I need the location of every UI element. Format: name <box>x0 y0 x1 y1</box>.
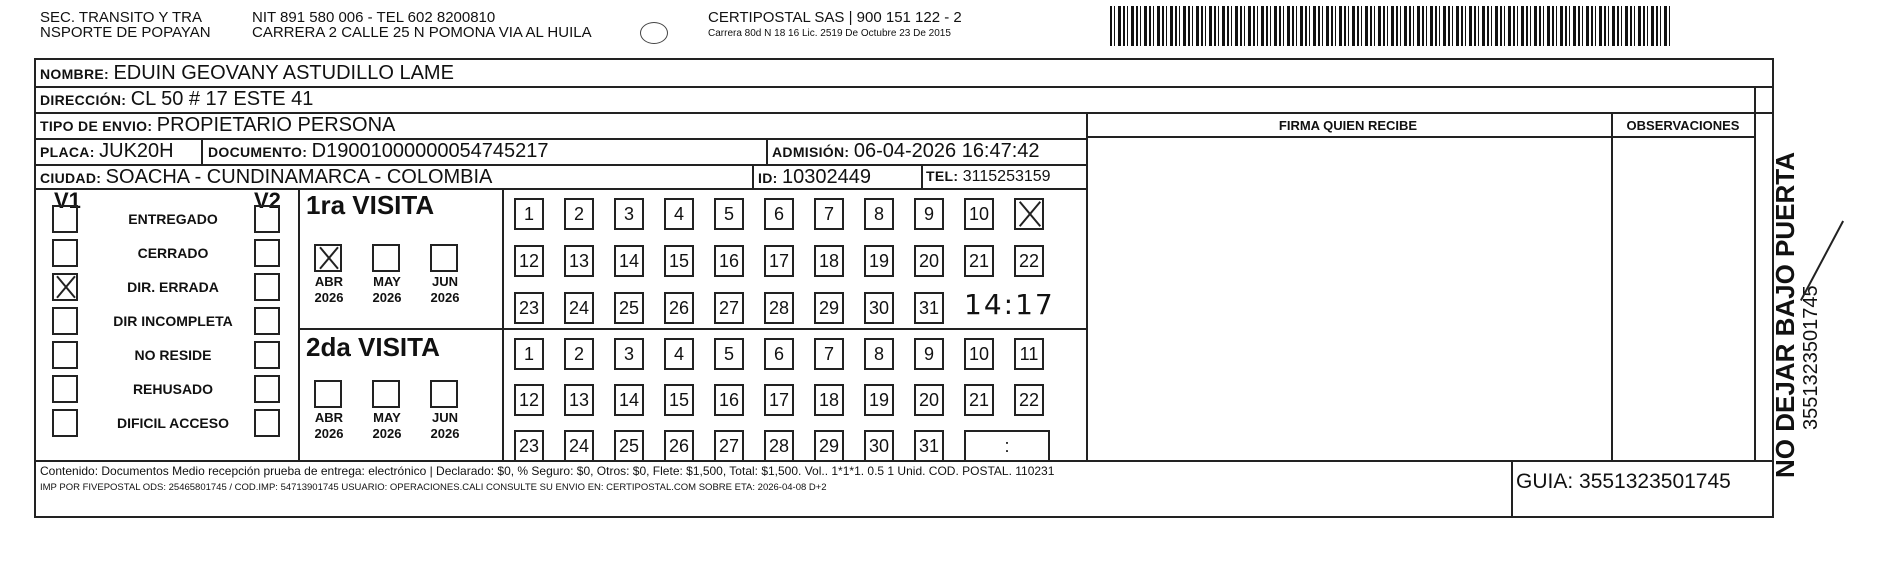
v2-checkbox[interactable] <box>254 375 280 403</box>
day-box[interactable]: 9 <box>914 198 944 230</box>
day-box[interactable]: 22 <box>1014 384 1044 416</box>
day-box[interactable]: 17 <box>764 384 794 416</box>
v1-checkbox[interactable] <box>52 341 78 369</box>
firma-header: FIRMA QUIEN RECIBE <box>1278 118 1418 133</box>
day-box[interactable]: 13 <box>564 384 594 416</box>
v2-label: V2 <box>254 188 281 213</box>
courier-info: CERTIPOSTAL SAS | 900 151 122 - 2 Carrera 80d N 18 16 Lic. 2519 De Octubre 23 De 2015 <box>708 9 962 39</box>
day-box[interactable]: 28 <box>764 430 794 462</box>
tipo-row: TIPO DE ENVIO: PROPIETARIO PERSONA <box>40 114 396 136</box>
direccion-row: DIRECCIÓN: CL 50 # 17 ESTE 41 <box>40 88 314 110</box>
day-box[interactable]: 30 <box>864 430 894 462</box>
day-box[interactable]: 8 <box>864 338 894 370</box>
month-checkbox[interactable] <box>372 244 400 272</box>
vertical-guia: 3551323501745 <box>1800 285 1822 430</box>
first-visit-title: 1ra VISITA <box>306 190 435 220</box>
v1-label: V1 <box>54 188 81 213</box>
day-box[interactable]: 9 <box>914 338 944 370</box>
tel-field: TEL: 3115253159 <box>926 168 1051 185</box>
day-box[interactable]: 12 <box>514 245 544 277</box>
day-box[interactable]: 5 <box>714 198 744 230</box>
day-box[interactable]: 12 <box>514 384 544 416</box>
nombre-row: NOMBRE: EDUIN GEOVANY ASTUDILLO LAME <box>40 62 454 84</box>
day-box[interactable]: 13 <box>564 245 594 277</box>
month-checkbox[interactable] <box>314 244 342 272</box>
day-box[interactable]: 6 <box>764 198 794 230</box>
guia-number: GUIA: 3551323501745 <box>1516 470 1731 493</box>
day-box[interactable]: 14 <box>614 384 644 416</box>
day-box[interactable]: 22 <box>1014 245 1044 277</box>
day-box[interactable]: 10 <box>964 198 994 230</box>
option-label: CERRADO <box>137 245 209 261</box>
day-box[interactable]: 27 <box>714 292 744 324</box>
day-box[interactable]: 2 <box>564 198 594 230</box>
month-checkbox[interactable] <box>314 380 342 408</box>
day-box[interactable]: 3 <box>614 338 644 370</box>
day-box[interactable]: 25 <box>614 430 644 462</box>
signature-area[interactable] <box>1096 140 1601 456</box>
option-label: DIR INCOMPLETA <box>113 313 233 329</box>
option-label: DIR. ERRADA <box>127 279 219 295</box>
month-label: ABR 2026 <box>314 274 344 305</box>
day-box[interactable]: 31 <box>914 292 944 324</box>
day-box[interactable]: 30 <box>864 292 894 324</box>
v1-checkbox[interactable] <box>52 307 78 335</box>
admision-field: ADMISIÓN: 06-04-2026 16:47:42 <box>772 140 1040 162</box>
day-box[interactable]: 19 <box>864 384 894 416</box>
v2-checkbox[interactable] <box>254 273 280 301</box>
day-box[interactable]: 21 <box>964 384 994 416</box>
courier-logo-icon <box>640 22 668 44</box>
placa-field: PLACA: JUK20H <box>40 140 174 162</box>
month-label: ABR 2026 <box>314 410 344 441</box>
delivery-form <box>34 58 1774 518</box>
imp-text: IMP POR FIVEPOSTAL ODS: 25465801745 / COD.IMP: 54713901745 USUARIO: OPERACIONES.CALI CONSULTE SU ENVIO EN: CERTIPOSTAL.COM SOBRE ETA: 2026-04-08 D+2 <box>40 482 827 493</box>
v2-checkbox[interactable] <box>254 341 280 369</box>
day-box[interactable]: 20 <box>914 384 944 416</box>
month-label: JUN 2026 <box>430 410 460 441</box>
time-input[interactable]: : <box>964 430 1050 462</box>
v1-checkbox[interactable] <box>52 375 78 403</box>
day-box[interactable]: 4 <box>664 338 694 370</box>
month-checkbox[interactable] <box>430 244 458 272</box>
month-checkbox[interactable] <box>372 380 400 408</box>
day-box[interactable]: 15 <box>664 384 694 416</box>
barcode <box>1110 6 1670 46</box>
month-label: MAY 2026 <box>372 274 402 305</box>
v2-checkbox[interactable] <box>254 409 280 437</box>
day-box[interactable]: 16 <box>714 245 744 277</box>
day-box[interactable]: 1 <box>514 198 544 230</box>
day-box[interactable]: 7 <box>814 198 844 230</box>
day-box[interactable]: 18 <box>814 384 844 416</box>
day-box[interactable]: 23 <box>514 430 544 462</box>
day-box[interactable]: 17 <box>764 245 794 277</box>
month-checkbox[interactable] <box>430 380 458 408</box>
v2-checkbox[interactable] <box>254 205 280 233</box>
day-box[interactable]: 25 <box>614 292 644 324</box>
observaciones-area[interactable] <box>1618 140 1748 456</box>
day-box[interactable]: 6 <box>764 338 794 370</box>
day-box[interactable]: 27 <box>714 430 744 462</box>
v1-checkbox[interactable] <box>52 239 78 267</box>
observaciones-header: OBSERVACIONES <box>1626 118 1740 133</box>
day-box[interactable]: 3 <box>614 198 644 230</box>
day-box[interactable]: 7 <box>814 338 844 370</box>
v1-checkbox[interactable] <box>52 409 78 437</box>
option-label: REHUSADO <box>132 381 214 397</box>
day-box[interactable]: 2 <box>564 338 594 370</box>
id-field: ID: 10302449 <box>758 166 871 188</box>
day-box[interactable]: 29 <box>814 430 844 462</box>
day-box[interactable]: 5 <box>714 338 744 370</box>
day-box[interactable]: 16 <box>714 384 744 416</box>
day-box[interactable]: 14 <box>614 245 644 277</box>
month-label: JUN 2026 <box>430 274 460 305</box>
day-box[interactable]: 20 <box>914 245 944 277</box>
day-box[interactable]: 8 <box>864 198 894 230</box>
v2-checkbox[interactable] <box>254 307 280 335</box>
option-label: ENTREGADO <box>128 211 218 227</box>
sender-details: NIT 891 580 006 - TEL 602 8200810 CARRERA 2 CALLE 25 N POMONA VIA AL HUILA <box>252 9 592 41</box>
ciudad-field: CIUDAD: SOACHA - CUNDINAMARCA - COLOMBIA <box>40 166 493 188</box>
v1-checkbox[interactable] <box>52 273 78 301</box>
option-label: DIFICIL ACCESO <box>116 415 229 431</box>
month-label: MAY 2026 <box>372 410 402 441</box>
second-visit-title: 2da VISITA <box>306 332 440 362</box>
day-box[interactable]: 19 <box>864 245 894 277</box>
documento-field: DOCUMENTO: D19001000000054745217 <box>208 140 549 162</box>
day-box[interactable]: 29 <box>814 292 844 324</box>
day-box[interactable]: 24 <box>564 430 594 462</box>
day-box[interactable]: 15 <box>664 245 694 277</box>
contenido-text: Contenido: Documentos Medio recepción prueba de entrega: electrónico | Declarado: $0, % Seguro: $0, Otros: $0, Flete: $1,500, Total: $1,500. Vol.. 1*1*1. 0.5 1 Unid. COD. POSTAL. 110231 <box>40 464 1055 478</box>
day-box[interactable]: 31 <box>914 430 944 462</box>
option-label: NO RESIDE <box>134 347 212 363</box>
day-box[interactable]: 11 <box>1014 338 1044 370</box>
day-box[interactable]: 1 <box>514 338 544 370</box>
v1-checkbox[interactable] <box>52 205 78 233</box>
day-box[interactable]: 26 <box>664 292 694 324</box>
day-box[interactable]: 18 <box>814 245 844 277</box>
day-box[interactable]: 10 <box>964 338 994 370</box>
day-box[interactable]: 21 <box>964 245 994 277</box>
stamp-no-dejar: NO DEJAR BAJO PUERTA <box>1770 151 1800 478</box>
day-box[interactable]: 24 <box>564 292 594 324</box>
sender-name: SEC. TRANSITO Y TRA NSPORTE DE POPAYAN <box>40 9 211 41</box>
day-box[interactable]: 4 <box>664 198 694 230</box>
day-box-crossed[interactable] <box>1014 198 1044 230</box>
v2-checkbox[interactable] <box>254 239 280 267</box>
day-box[interactable]: 26 <box>664 430 694 462</box>
day-box[interactable]: 28 <box>764 292 794 324</box>
day-box[interactable]: 23 <box>514 292 544 324</box>
handwritten-time: 14:17 <box>964 288 1055 321</box>
